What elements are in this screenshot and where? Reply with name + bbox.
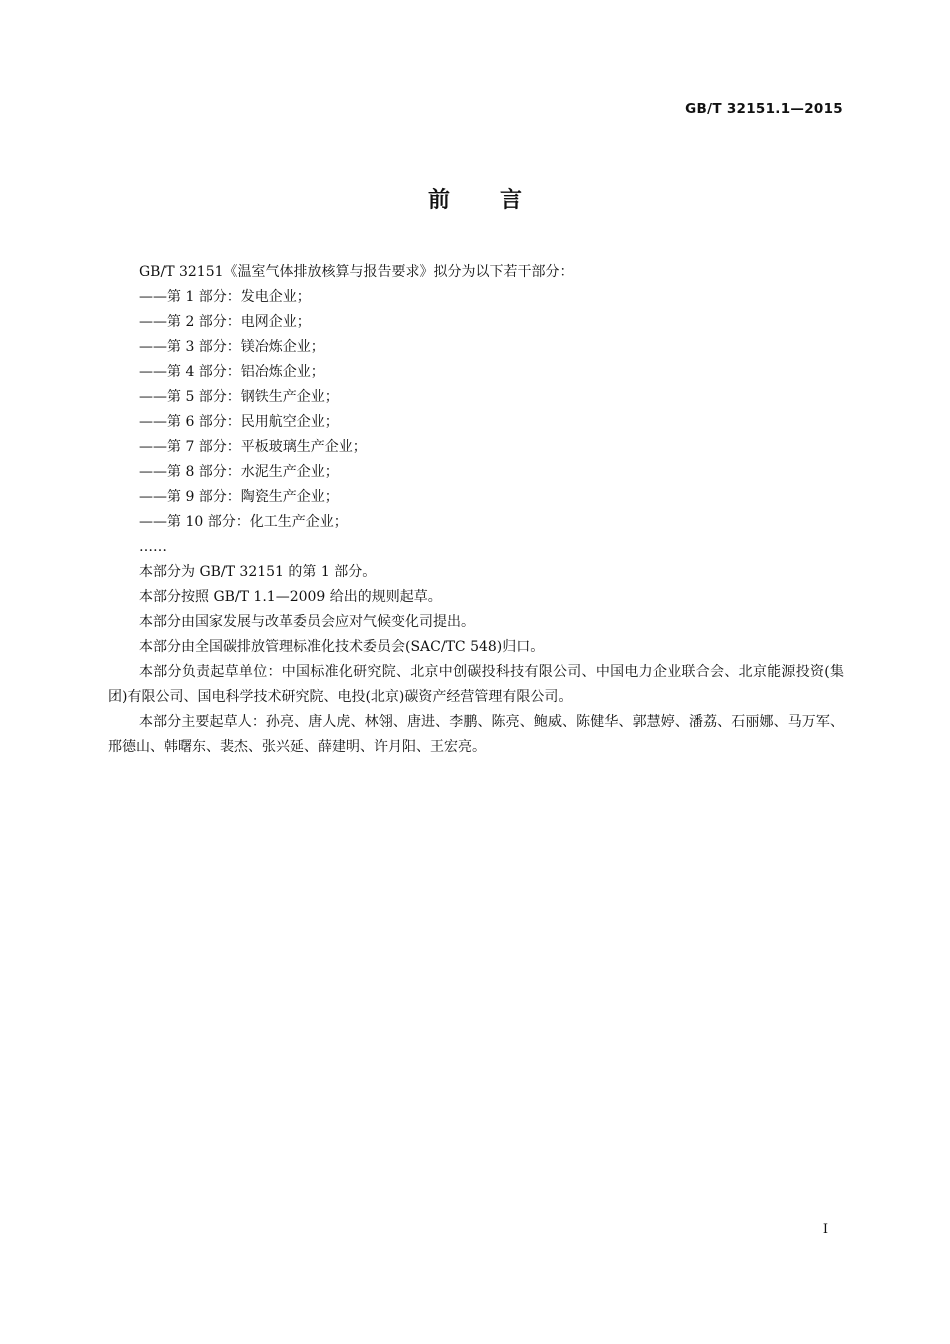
paragraph-drafters: 本部分主要起草人：孙亮、唐人虎、林翎、唐进、李鹏、陈亮、鲍威、陈健华、郭慧婷、潘荔、石丽娜、马万军、邢德山、韩曙东、裴杰、张兴延、薛建明、许月阳、王宏亮。 bbox=[108, 714, 844, 755]
part-item-3: ——第 3 部分：镁冶炼企业； bbox=[139, 339, 325, 355]
part-item-2: ——第 2 部分：电网企业； bbox=[139, 314, 311, 330]
page-number: I bbox=[822, 1222, 828, 1237]
part-item-10: ——第 10 部分：化工生产企业； bbox=[139, 514, 348, 530]
intro-paragraph: GB/T 32151《温室气体排放核算与报告要求》拟分为以下若干部分： bbox=[139, 264, 574, 280]
part-item-7: ——第 7 部分：平板玻璃生产企业； bbox=[139, 439, 367, 455]
part-item-5: ——第 5 部分：钢铁生产企业； bbox=[139, 389, 339, 405]
ellipsis: …… bbox=[139, 539, 167, 555]
paragraph-drafting-units: 本部分负责起草单位：中国标准化研究院、北京中创碳投科技有限公司、中国电力企业联合会、北京能源投资(集团)有限公司、国电科学技术研究院、电投(北京)碳资产经营管理有限公司。 bbox=[108, 664, 844, 705]
foreword-body bbox=[108, 260, 844, 760]
paragraph-committee: 本部分由全国碳排放管理标准化技术委员会(SAC/TC 548)归口。 bbox=[139, 639, 545, 655]
part-item-9: ——第 9 部分：陶瓷生产企业； bbox=[139, 489, 339, 505]
part-item-4: ——第 4 部分：铝冶炼企业； bbox=[139, 364, 325, 380]
part-item-8: ——第 8 部分：水泥生产企业； bbox=[139, 464, 339, 480]
paragraph-part-scope: 本部分为 GB/T 32151 的第 1 部分。 bbox=[139, 564, 377, 580]
paragraph-drafting-rules: 本部分按照 GB/T 1.1—2009 给出的规则起草。 bbox=[139, 589, 442, 605]
part-item-6: ——第 6 部分：民用航空企业； bbox=[139, 414, 339, 430]
part-item-1: ——第 1 部分：发电企业； bbox=[139, 289, 311, 305]
page-title: 前言 bbox=[427, 188, 572, 213]
standard-code: GB/T 32151.1—2015 bbox=[685, 101, 843, 117]
paragraph-proposer: 本部分由国家发展与改革委员会应对气候变化司提出。 bbox=[139, 614, 475, 630]
